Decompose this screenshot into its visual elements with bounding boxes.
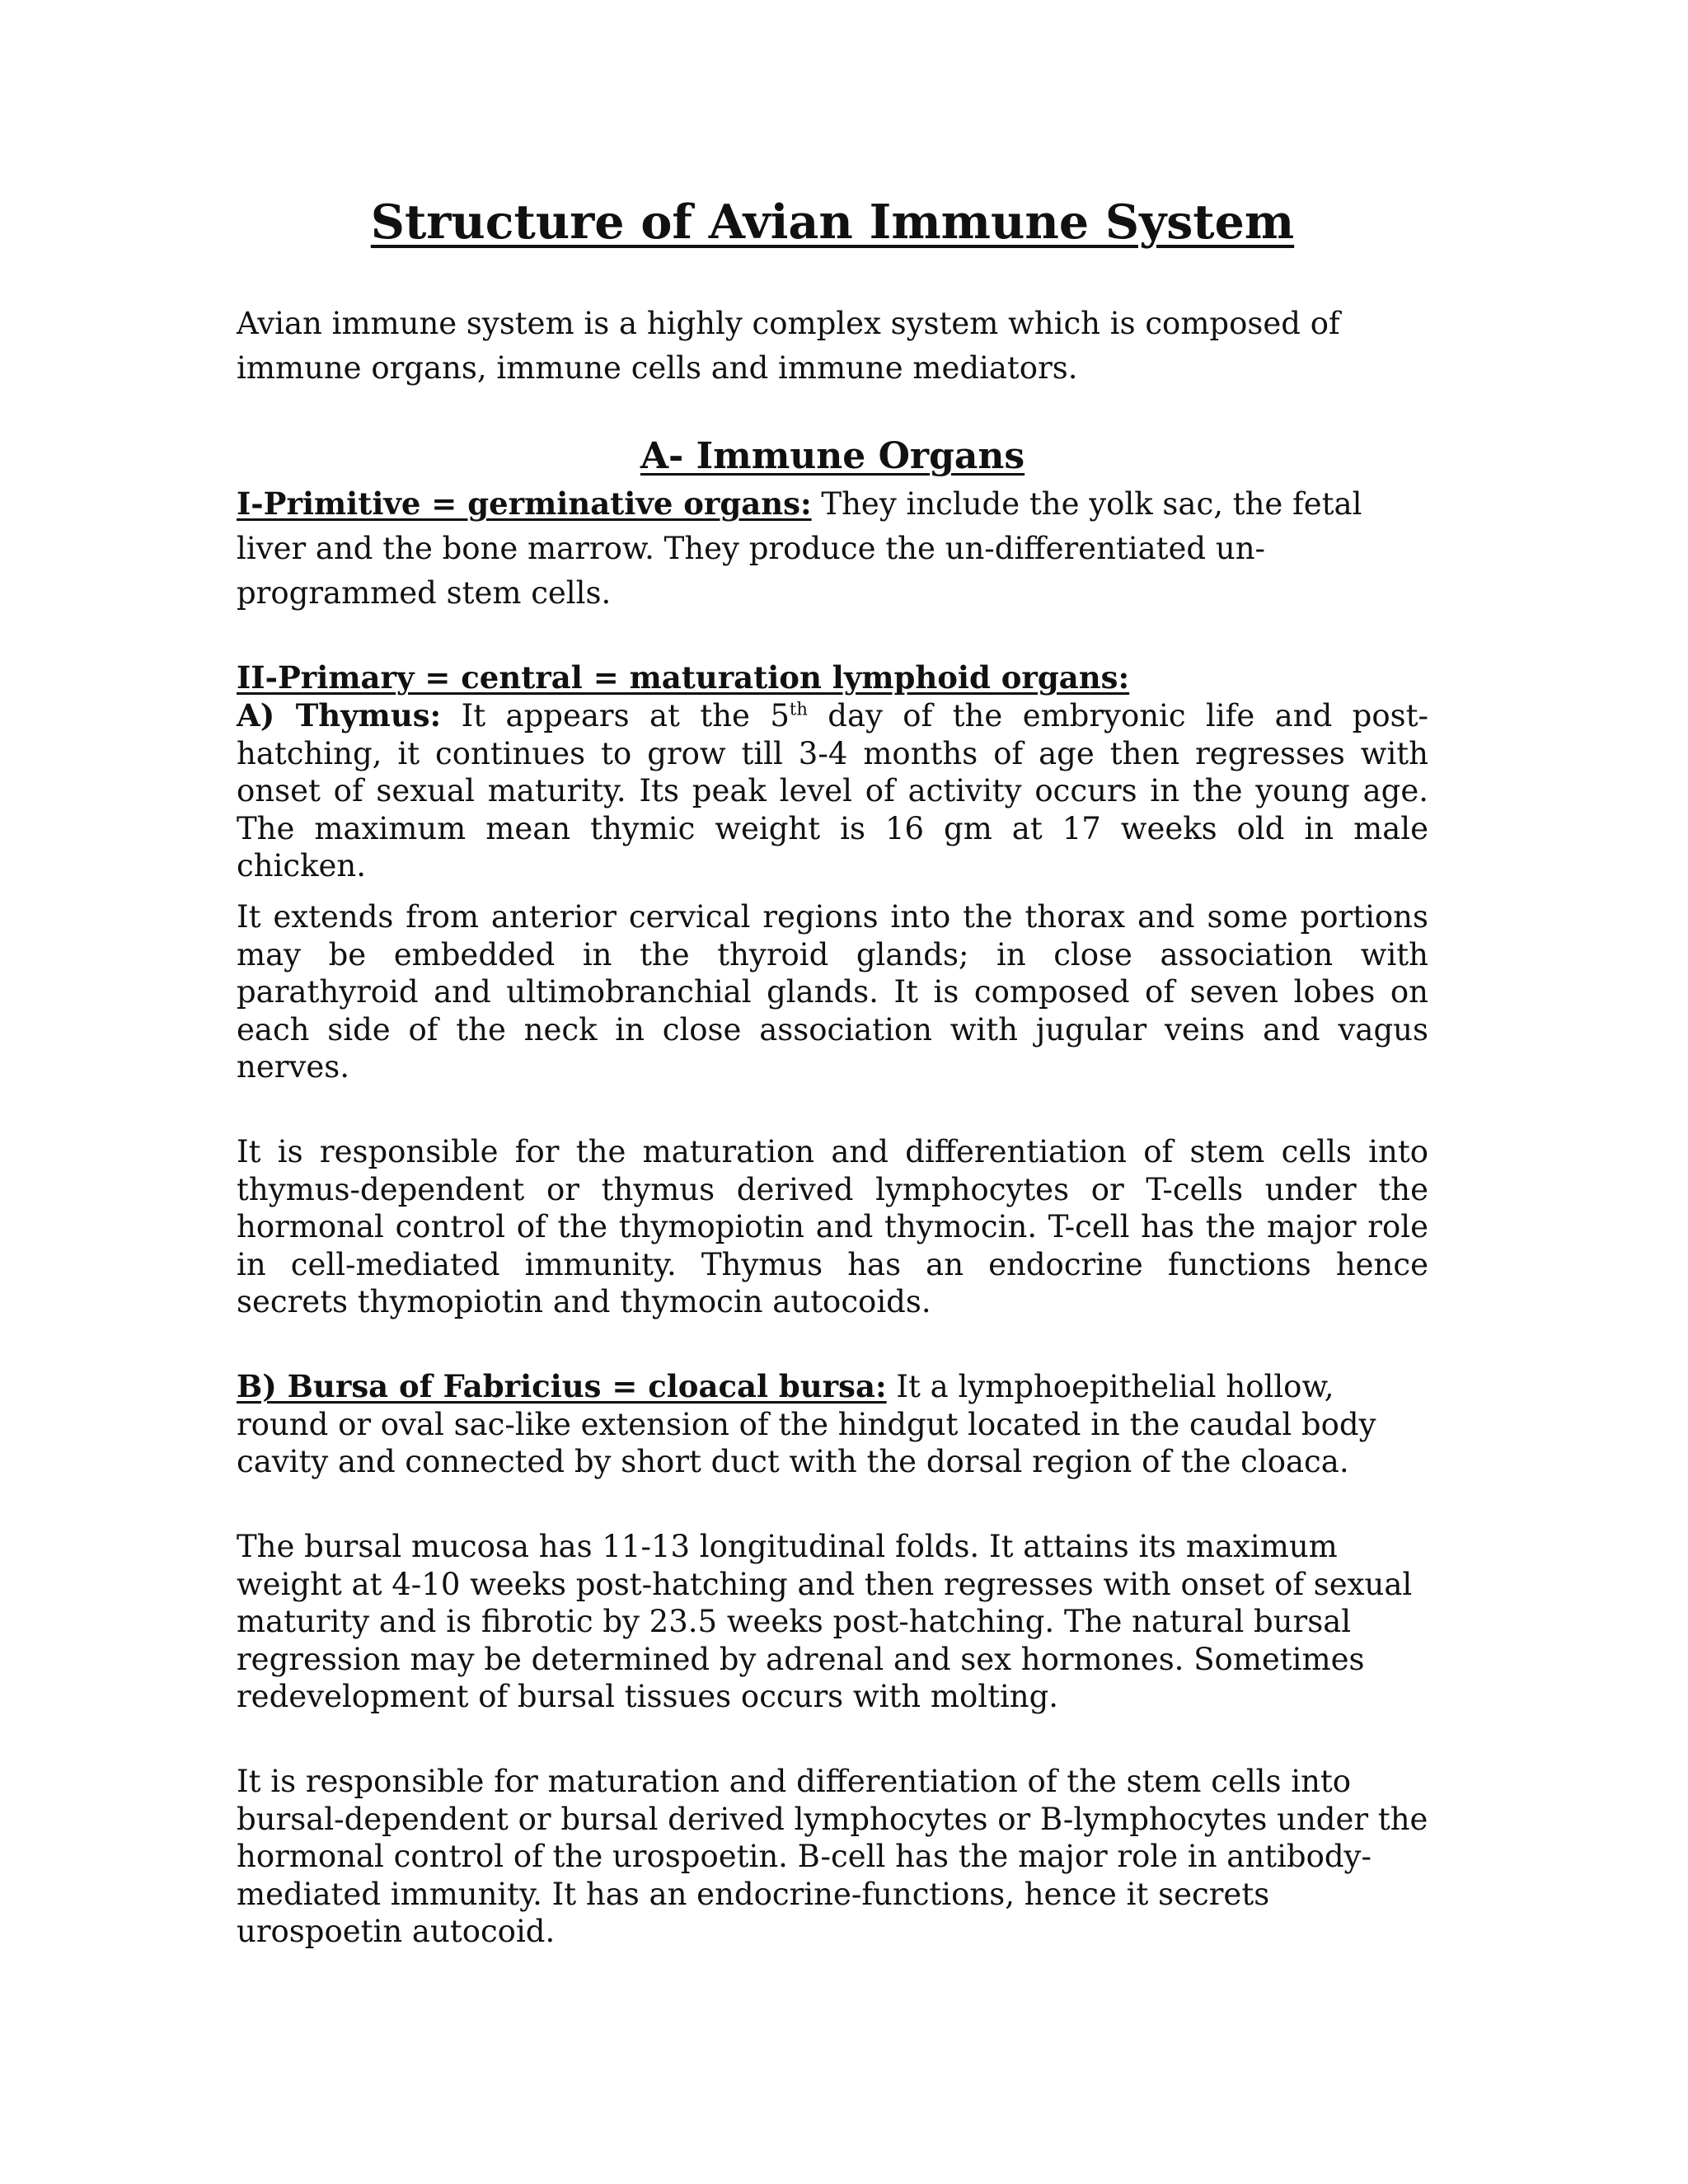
primitive-organs-paragraph xyxy=(237,481,1428,616)
thymus-paragraph-3: It is responsible for the maturation and differentiation of stem cells into thymus-dependent or thymus derived lymphocytes or T-cells under the hormonal control of the thymopiotin and thymocin. T-cell has the major role in cell-mediated immunity. Thymus has an endocrine functions hence secrets thymopiotin and thymocin autocoids. xyxy=(237,1134,1428,1319)
bursa-paragraph-1 xyxy=(237,1368,1428,1481)
bursa-paragraph-2: The bursal mucosa has 11-13 longitudinal folds. It attains its maximum weight at 4-10 weeks post-hatching and then regresses with onset of sexual maturity and is fibrotic by 23.5 weeks post-hatching. The natural bursal regression may be determined by adrenal and sex hormones. Sometimes redevelopment of bursal tissues occurs with molting. xyxy=(237,1529,1413,1714)
primary-organs-heading-block xyxy=(237,659,1428,697)
thymus-text-1b: day of the embryonic life and post-hatching, it continues to grow till 3-4 months of age then regresses with onset of sexual maturity. Its peak level of activity occurs in the young age. The maximum mean thymic weight is 16 gm at 17 weeks old in male chicken. xyxy=(237,698,1428,883)
thymus-paragraph-2: It extends from anterior cervical regions into the thorax and some portions may be embedded in the thyroid glands; in close association with parathyroid and ultimobranchial glands. It is composed of seven lobes on each side of the neck in close association with jugular veins and vagus nerves. xyxy=(237,899,1428,1085)
thymus-text-1a: It appears at the 5 xyxy=(441,698,790,733)
page-title: Structure of Avian Immune System xyxy=(370,194,1295,250)
intro-paragraph: Avian immune system is a highly complex system which is composed of immune organs, immune cells and immune mediators. xyxy=(237,306,1340,386)
thymus-heading: A) Thymus: xyxy=(237,697,442,733)
thymus-paragraph-1 xyxy=(237,697,1428,885)
bursa-text-1: It a lymphoepithelial hollow, round or oval sac-like extension of the hindgut located in the caudal body cavity and connected by short duct with the dorsal region of the cloaca. xyxy=(237,1369,1376,1479)
section-heading-immune-organs: A- Immune Organs xyxy=(640,435,1025,477)
bursa-paragraph-3: It is responsible for maturation and differentiation of the stem cells into bursal-dependent or bursal derived lymphocytes or B-lymphocytes under the hormonal control of the urospoetin. B-cell has the major role in antibody-mediated immunity. It has an endocrine-functions, hence it secrets urospoetin autocoid. xyxy=(237,1764,1428,1949)
primitive-organs-heading: I-Primitive = germinative organs: xyxy=(237,485,812,522)
ordinal-suffix: th xyxy=(789,699,808,719)
document-page xyxy=(237,0,1428,2184)
primary-organs-heading: II-Primary = central = maturation lymphoid organs: xyxy=(237,659,1130,696)
primitive-organs-text: They include the yolk sac, the fetal liver and the bone marrow. They produce the un-differentiated un-programmed stem cells. xyxy=(237,486,1362,611)
bursa-heading: B) Bursa of Fabricius = cloacal bursa: xyxy=(237,1368,887,1404)
